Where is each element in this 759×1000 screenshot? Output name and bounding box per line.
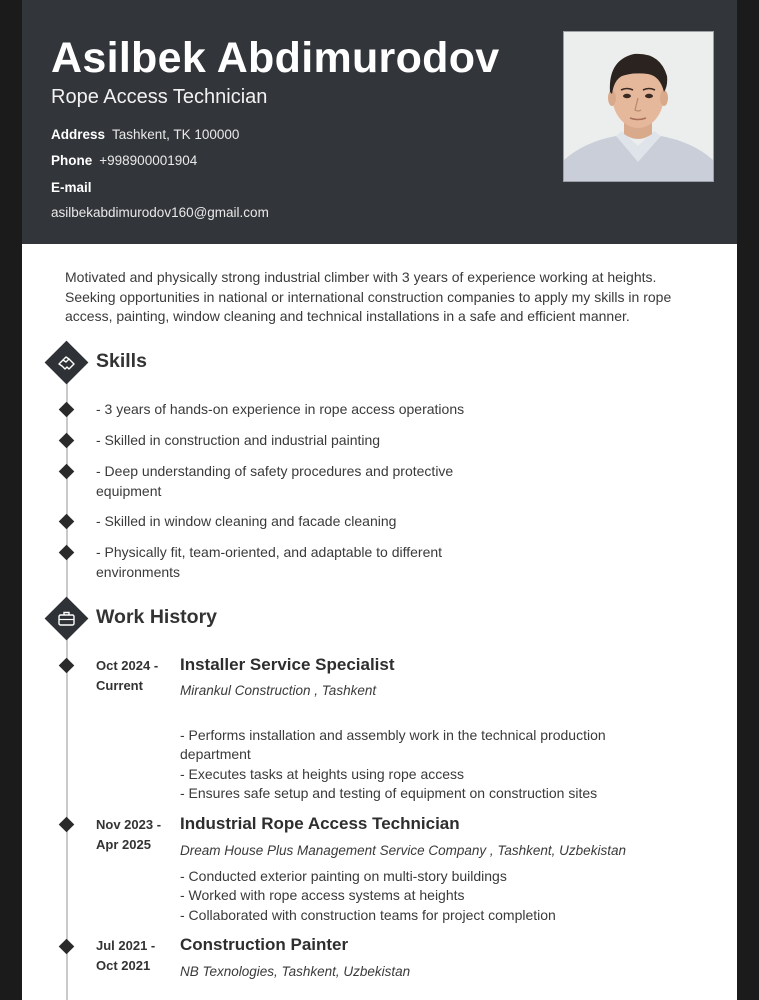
job-duties bbox=[180, 867, 650, 925]
job-date-start: Nov 2023 - bbox=[96, 817, 162, 832]
contact-label: Phone bbox=[51, 153, 93, 168]
skill-item: - Skilled in window cleaning and facade cleaning bbox=[96, 513, 397, 529]
skill-bullet bbox=[59, 433, 75, 449]
contact-label: Address bbox=[51, 127, 106, 142]
job-date bbox=[96, 815, 161, 855]
job-bullet bbox=[59, 817, 75, 833]
job-date bbox=[96, 936, 155, 976]
skill-bullet bbox=[59, 464, 75, 480]
duty-item: - Collaborated with construction teams for project completion bbox=[180, 906, 556, 923]
resume-header bbox=[22, 0, 737, 244]
profile-photo bbox=[563, 31, 714, 182]
job-date-end: Current bbox=[96, 678, 143, 693]
contact-email[interactable]: asilbekabdimurodov160@gmail.com bbox=[51, 205, 269, 220]
job-bullet bbox=[59, 658, 75, 674]
skill-bullet bbox=[59, 514, 75, 530]
job-date bbox=[96, 656, 158, 696]
job-title: Construction Painter bbox=[180, 935, 349, 954]
skills-heading: Skills bbox=[96, 350, 147, 372]
duty-item: - Conducted exterior painting on multi-story buildings bbox=[180, 868, 507, 884]
skill-item: - Physically fit, team-oriented, and adaptable to different environments bbox=[96, 544, 443, 580]
work-history-heading: Work History bbox=[96, 606, 217, 628]
skill-bullet bbox=[59, 402, 75, 418]
contact-email-label bbox=[51, 180, 99, 195]
candidate-title: Rope Access Technician bbox=[51, 86, 268, 108]
briefcase-icon bbox=[53, 605, 80, 632]
contact-label: E-mail bbox=[51, 180, 92, 195]
duty-item: - Ensures safe setup and testing of equipment on construction sites bbox=[180, 784, 598, 801]
contact-value: Tashkent, TK 100000 bbox=[112, 127, 240, 142]
job-date-start: Jul 2021 - bbox=[96, 938, 156, 953]
job-company: NB Texnologies, Tashkent, Uzbekistan bbox=[180, 964, 411, 979]
duty-item: - Worked with rope access systems at heights bbox=[180, 887, 465, 904]
contact-phone bbox=[51, 153, 197, 168]
duty-item: - Performs installation and assembly work in the technical production department bbox=[180, 727, 606, 763]
job-company: Mirankul Construction , Tashkent bbox=[180, 683, 377, 698]
profile-summary: Motivated and physically strong industrial climber with 3 years of experience working at heights. Seeking opportunities in national or international construction companies to apply my skills in rope access, painting, window cleaning and technical installations in a safe and efficient manner. bbox=[65, 269, 672, 324]
job-company: Dream House Plus Management Service Company , Tashkent, Uzbekistan bbox=[180, 843, 626, 858]
job-date-end: Oct 2021 bbox=[96, 958, 151, 973]
skill-item: - Skilled in construction and industrial painting bbox=[96, 432, 381, 448]
job-title: Installer Service Specialist bbox=[180, 655, 395, 674]
job-date-end: Apr 2025 bbox=[96, 837, 151, 852]
job-title: Industrial Rope Access Technician bbox=[180, 814, 460, 833]
duty-item: - Executes tasks at heights using rope access bbox=[180, 765, 465, 782]
contact-value: +998900001904 bbox=[99, 153, 198, 168]
handshake-icon bbox=[53, 349, 80, 376]
skill-item: - Deep understanding of safety procedures and protective equipment bbox=[96, 463, 454, 499]
resume-page bbox=[22, 0, 737, 1000]
skill-item: - 3 years of hands-on experience in rope access operations bbox=[96, 401, 465, 417]
contact-address bbox=[51, 127, 239, 142]
job-bullet bbox=[59, 939, 75, 955]
candidate-name: Asilbek Abdimurodov bbox=[51, 34, 500, 82]
job-duties bbox=[180, 726, 650, 803]
skill-bullet bbox=[59, 545, 75, 561]
job-date-start: Oct 2024 - bbox=[96, 658, 159, 673]
portrait-illustration bbox=[564, 32, 713, 181]
